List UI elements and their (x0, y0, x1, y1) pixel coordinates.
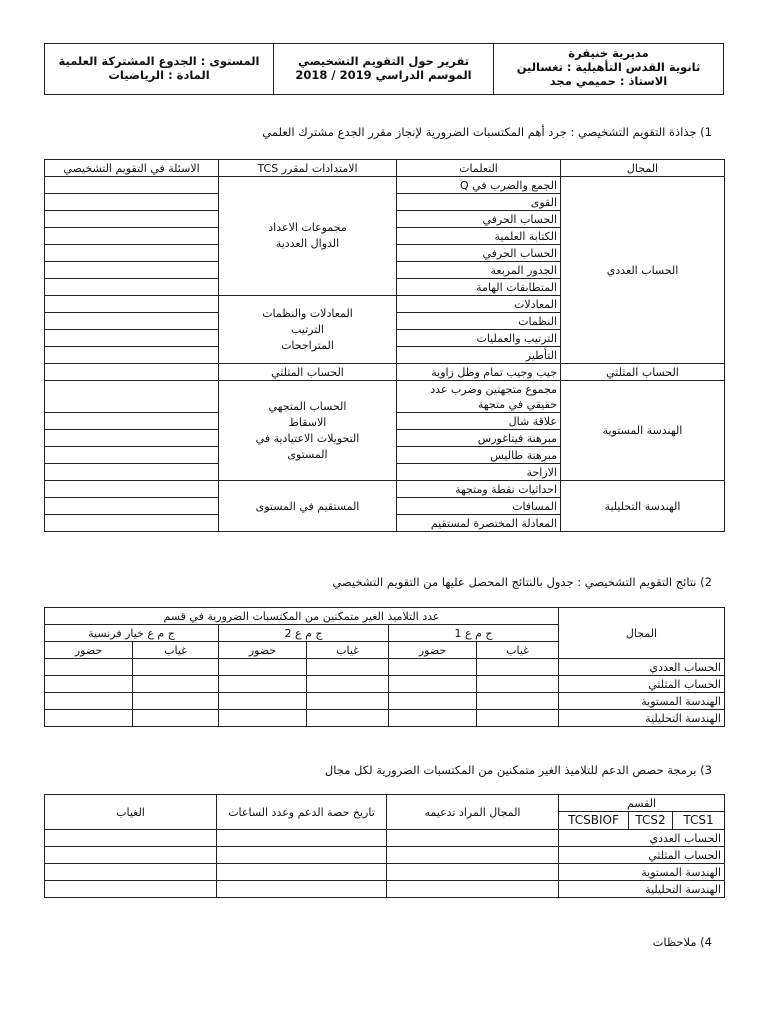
question-cell (45, 245, 219, 262)
subject: المادة : الرياضيات (108, 68, 210, 82)
support-cell (387, 830, 559, 847)
result-cell (219, 659, 307, 676)
learning-item: الجمع والضرب في Q (397, 177, 561, 194)
question-cell (45, 177, 219, 194)
support-row-domain: الهندسة التحليلية (559, 881, 725, 898)
support-domain-header: المجال المراد تدعيمه (387, 795, 559, 830)
extension-vectors: الحساب المتجهي الاسقاط التحويلات الاعتيادية في المستوى (219, 381, 397, 481)
result-cell (45, 676, 133, 693)
section1-number: 1) (700, 125, 712, 139)
support-cell (45, 847, 217, 864)
support-cell (217, 847, 387, 864)
header-extensions: الامتدادات لمقرر TCS (219, 160, 397, 177)
level: المستوى : الجدوع المشتركة العلمية (58, 54, 260, 68)
learning-item: علاقة شال (397, 413, 561, 430)
learning-item: مجموع متجهتين وضرب عدد حقيقي في متجهة (397, 381, 561, 413)
question-cell (45, 413, 219, 430)
domain-trigonometry: الحساب المثلثي (561, 364, 725, 381)
class-tcsbiof: TCSBIOF (559, 812, 629, 830)
section2-title: نتائج التقويم التشخيصي : جدول بالنتائج المحصل عليها من التقويم التشخيصي (332, 575, 697, 589)
question-cell (45, 228, 219, 245)
question-cell (45, 313, 219, 330)
results-row-domain: الحساب المثلثي (559, 676, 725, 693)
support-row-domain: الحساب العددي (559, 830, 725, 847)
learning-item: جيب وجيب تمام وظل زاوية (397, 364, 561, 381)
group-2: ج م ع 2 (219, 625, 389, 642)
section4-number: 4) (700, 935, 712, 949)
result-cell (389, 693, 477, 710)
result-cell (219, 710, 307, 727)
support-cell (387, 864, 559, 881)
learning-item: الترتيب والعمليات (397, 330, 561, 347)
section3-title: برمجة حصص الدعم للتلاميذ الغير متمكنين من المكتسبات الضرورية لكل مجال (324, 763, 697, 777)
results-row-domain: الهندسة التحليلية (559, 710, 725, 727)
class-header: القسم (559, 795, 725, 812)
domain-analytic-geometry: الهندسة التحليلية (561, 481, 725, 532)
support-cell (45, 881, 217, 898)
learning-item: المعادلات (397, 296, 561, 313)
extension-line: المستقيم في المستوى (219, 481, 397, 532)
learning-item: المسافات (397, 498, 561, 515)
result-cell (307, 659, 389, 676)
question-cell (45, 481, 219, 498)
teacher-name: الاستاذ : حميمي مجد (549, 74, 668, 88)
support-cell (387, 847, 559, 864)
support-cell (45, 830, 217, 847)
section3-heading (92, 763, 712, 777)
support-absent-header: الغياب (45, 795, 217, 830)
question-cell (45, 296, 219, 313)
section3-number: 3) (700, 763, 712, 777)
learning-item: القوى (397, 194, 561, 211)
result-cell (307, 676, 389, 693)
learning-item: الحساب الحرفي (397, 211, 561, 228)
group-1: ج م ع 1 (389, 625, 559, 642)
support-row-domain: الهندسة المستوية (559, 864, 725, 881)
header-learnings: التعلمات (397, 160, 561, 177)
result-cell (477, 710, 559, 727)
section2-heading (92, 575, 712, 589)
question-cell (45, 262, 219, 279)
question-cell (45, 364, 219, 381)
results-table (44, 607, 725, 727)
support-cell (45, 864, 217, 881)
result-cell (45, 659, 133, 676)
learning-item: احداثيات نقطة ومتجهة (397, 481, 561, 498)
support-cell (217, 881, 387, 898)
question-cell (45, 194, 219, 211)
learning-item: التأطير (397, 347, 561, 364)
class-tcs1: TCS1 (673, 812, 725, 830)
absent-header: غياب (307, 642, 389, 659)
report-title: تقرير حول التقويم التشخيصي (297, 54, 470, 68)
result-cell (477, 693, 559, 710)
support-cell (217, 864, 387, 881)
result-cell (477, 676, 559, 693)
results-top-header: عدد التلاميذ الغير متمكنين من المكتسبات الضرورية في قسم (45, 608, 559, 625)
header-questions: الاسئلة في التقويم التشخيصي (45, 160, 219, 177)
result-cell (133, 676, 219, 693)
extension-numbers-functions: مجموعات الاعداد الدوال العددية (219, 177, 397, 296)
result-cell (219, 676, 307, 693)
result-cell (389, 710, 477, 727)
learning-item: الازاحة (397, 464, 561, 481)
absent-header: غياب (133, 642, 219, 659)
learning-item: النظمات (397, 313, 561, 330)
learning-item: الجدور المربعة (397, 262, 561, 279)
result-cell (219, 693, 307, 710)
result-cell (133, 659, 219, 676)
question-cell (45, 279, 219, 296)
extension-trigonometry: الحساب المثلثي (219, 364, 397, 381)
header-report-title (273, 44, 493, 94)
absent-header: غياب (477, 642, 559, 659)
question-cell (45, 347, 219, 364)
group-3: ج م ع خيار فرنسية (45, 625, 219, 642)
question-cell (45, 498, 219, 515)
domain-numeric: الحساب العددي (561, 177, 725, 364)
present-header: حضور (389, 642, 477, 659)
support-table (44, 794, 725, 898)
result-cell (477, 659, 559, 676)
learning-item: الكتابة العلمية (397, 228, 561, 245)
present-header: حضور (45, 642, 133, 659)
question-cell (45, 464, 219, 481)
section4-title: ملاحظات (652, 935, 697, 949)
question-cell (45, 515, 219, 532)
result-cell (307, 693, 389, 710)
section1-title: جذاذة التقويم التشخيصي : جرد أهم المكتسبات الضرورية لإنجاز مقرر الجدع مشترك العلمي (262, 125, 697, 139)
extension-equations: المعادلات والنظمات الترتيب المتراجحات (219, 296, 397, 364)
learning-item: المتطابقات الهامة (397, 279, 561, 296)
support-cell (387, 881, 559, 898)
learning-item: المعادلة المختصرة لمستقيم (397, 515, 561, 532)
header-domain: المجال (561, 160, 725, 177)
result-cell (389, 676, 477, 693)
directorate: مديرية خنيفرة (568, 46, 649, 60)
school-name: ثانوية القدس التأهيلية : تغسالين (516, 60, 701, 74)
support-cell (217, 830, 387, 847)
learning-item: مبرهنة طاليس (397, 447, 561, 464)
header-box (44, 43, 724, 95)
present-header: حضور (219, 642, 307, 659)
support-row-domain: الحساب المثلثي (559, 847, 725, 864)
domain-plane-geometry: الهندسة المستوية (561, 381, 725, 481)
question-cell (45, 430, 219, 447)
result-cell (45, 693, 133, 710)
question-cell (45, 381, 219, 413)
question-cell (45, 211, 219, 228)
result-cell (133, 693, 219, 710)
learning-item: الحساب الحرفي (397, 245, 561, 262)
header-school-info (493, 44, 723, 94)
results-row-domain: الحساب العددي (559, 659, 725, 676)
section2-number: 2) (700, 575, 712, 589)
header-level-info (45, 44, 273, 94)
result-cell (45, 710, 133, 727)
results-row-domain: الهندسة المستوية (559, 693, 725, 710)
school-year: الموسم الدراسي 2019 / 2018 (295, 68, 472, 82)
result-cell (307, 710, 389, 727)
inventory-table (44, 159, 725, 532)
results-header-domain: المجال (559, 608, 725, 659)
support-date-header: تاريخ حصة الدعم وعدد الساعات (217, 795, 387, 830)
question-cell (45, 447, 219, 464)
question-cell (45, 330, 219, 347)
result-cell (133, 710, 219, 727)
result-cell (389, 659, 477, 676)
class-tcs2: TCS2 (629, 812, 673, 830)
section4-heading (412, 935, 712, 949)
learning-item: مبرهنة فيتاغورس (397, 430, 561, 447)
section1-heading (92, 125, 712, 139)
